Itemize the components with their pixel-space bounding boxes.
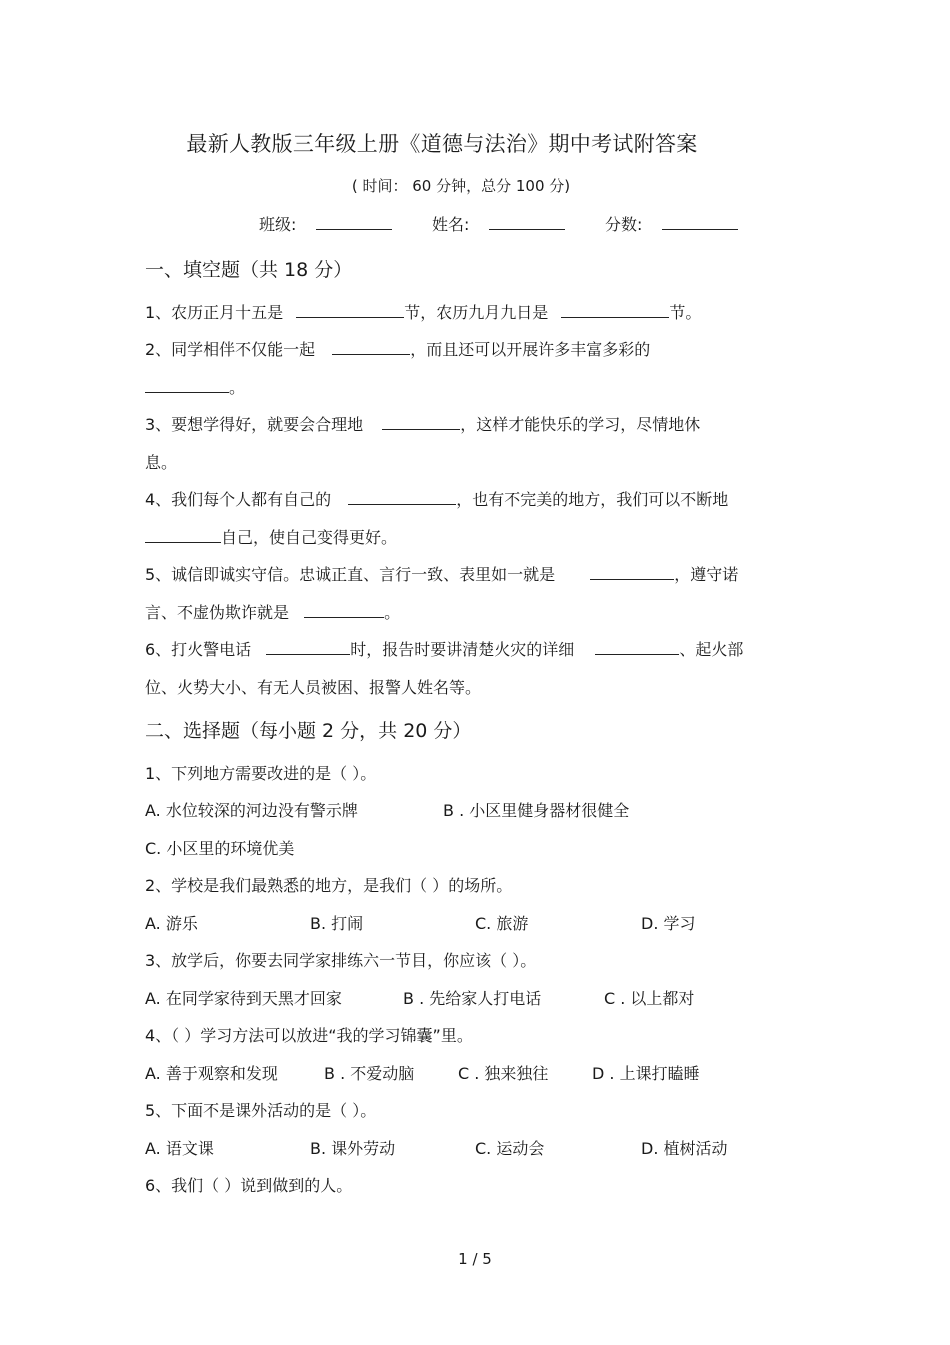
option-d: D. 植树活动 <box>641 1139 728 1158</box>
option-c: C. 小区里的环境优美 <box>145 839 295 858</box>
answer-blank <box>595 638 679 655</box>
question-2-1: 1、下列地方需要改进的是（ ）。 <box>145 764 377 783</box>
question-text: 时，报告时要讲清楚火灾的详细 <box>350 640 575 659</box>
question-text: 4、我们每个人都有自己的 <box>145 490 332 509</box>
question-1-3-cont: 息。 <box>145 453 178 472</box>
option-a: A. 语文课 <box>145 1139 214 1158</box>
page-number: 1 / 5 <box>458 1250 492 1268</box>
document-title: 最新人教版三年级上册《道德与法治》期中考试附答案 <box>186 132 698 156</box>
score-blank <box>662 213 738 230</box>
option-d: D . 上课打瞌睡 <box>592 1064 700 1083</box>
question-text: 节，农历九月九日是 <box>404 303 549 322</box>
option-a: A. 水位较深的河边没有警示牌 <box>145 801 358 820</box>
question-text: 。 <box>229 378 246 397</box>
name-label: 姓名: <box>432 215 470 234</box>
question-text: 自己，使自己变得更好。 <box>221 528 398 547</box>
option-b: B. 打闹 <box>310 914 364 933</box>
option-b: B . 小区里健身器材很健全 <box>443 801 630 820</box>
question-1-1 <box>145 300 701 323</box>
question-text: 。 <box>384 603 401 622</box>
question-1-2-cont <box>145 375 245 398</box>
option-c: C . 以上都对 <box>604 989 695 1008</box>
question-1-3 <box>145 412 700 435</box>
question-1-2 <box>145 337 650 360</box>
option-a: A. 在同学家待到天黑才回家 <box>145 989 342 1008</box>
question-2-5: 5、下面不是课外活动的是（ ）。 <box>145 1101 377 1120</box>
answer-blank <box>332 338 410 355</box>
option-b: B . 先给家人打电话 <box>403 989 542 1008</box>
question-2-4: 4、（ ）学习方法可以放进“我的学习锦囊”里。 <box>145 1026 473 1045</box>
class-field <box>259 212 392 235</box>
answer-blank <box>145 526 221 543</box>
question-1-5 <box>145 562 738 585</box>
option-c: C . 独来独往 <box>458 1064 549 1083</box>
option-c: C. 旅游 <box>475 914 529 933</box>
answer-blank <box>348 488 456 505</box>
question-2-2: 2、学校是我们最熟悉的地方，是我们（ ）的场所。 <box>145 876 513 895</box>
question-text: 节。 <box>669 303 702 322</box>
question-1-5-cont <box>145 600 400 623</box>
question-text: 1、农历正月十五是 <box>145 303 284 322</box>
score-field <box>605 212 738 235</box>
question-1-4 <box>145 487 728 510</box>
option-b: B . 不爱动脑 <box>324 1064 415 1083</box>
question-text: 6、打火警电话 <box>145 640 252 659</box>
option-c: C. 运动会 <box>475 1139 545 1158</box>
answer-blank <box>382 413 460 430</box>
option-d: D. 学习 <box>641 914 696 933</box>
question-1-4-cont <box>145 525 397 548</box>
class-blank <box>316 213 392 230</box>
class-label: 班级: <box>259 215 297 234</box>
question-text: ，这样才能快乐的学习，尽情地休 <box>460 415 701 434</box>
name-field <box>432 212 565 235</box>
question-text: ，遵守诺 <box>674 565 739 584</box>
answer-blank <box>561 301 669 318</box>
answer-blank <box>296 301 404 318</box>
section-heading-fill-in: 一、填空题（共 18 分） <box>145 259 353 281</box>
option-b: B. 课外劳动 <box>310 1139 396 1158</box>
answer-blank <box>304 601 384 618</box>
question-text: 3、要想学得好，就要会合理地 <box>145 415 364 434</box>
section-heading-choice: 二、选择题（每小题 2 分，共 20 分） <box>145 720 472 742</box>
question-text: ，而且还可以开展许多丰富多彩的 <box>410 340 651 359</box>
question-1-6 <box>145 637 743 660</box>
question-text: 、起火部 <box>679 640 744 659</box>
option-a: A. 游乐 <box>145 914 198 933</box>
name-blank <box>489 213 565 230</box>
score-label: 分数: <box>605 215 643 234</box>
question-2-6: 6、我们（ ）说到做到的人。 <box>145 1176 353 1195</box>
question-text: ，也有不完美的地方，我们可以不断地 <box>456 490 729 509</box>
answer-blank <box>145 376 229 393</box>
question-1-6-cont: 位、火势大小、有无人员被困、报警人姓名等。 <box>145 678 482 697</box>
answer-blank <box>590 563 674 580</box>
option-a: A. 善于观察和发现 <box>145 1064 278 1083</box>
question-text: 5、诚信即诚实守信。忠诚正直、言行一致、表里如一就是 <box>145 565 556 584</box>
question-2-3: 3、放学后，你要去同学家排练六一节目，你应该（ ）。 <box>145 951 537 970</box>
question-text: 2、同学相伴不仅能一起 <box>145 340 316 359</box>
exam-subtitle: ( 时间： 60 分钟，总分 100 分) <box>351 177 571 195</box>
answer-blank <box>266 638 350 655</box>
question-text: 言、不虚伪欺诈就是 <box>145 603 290 622</box>
